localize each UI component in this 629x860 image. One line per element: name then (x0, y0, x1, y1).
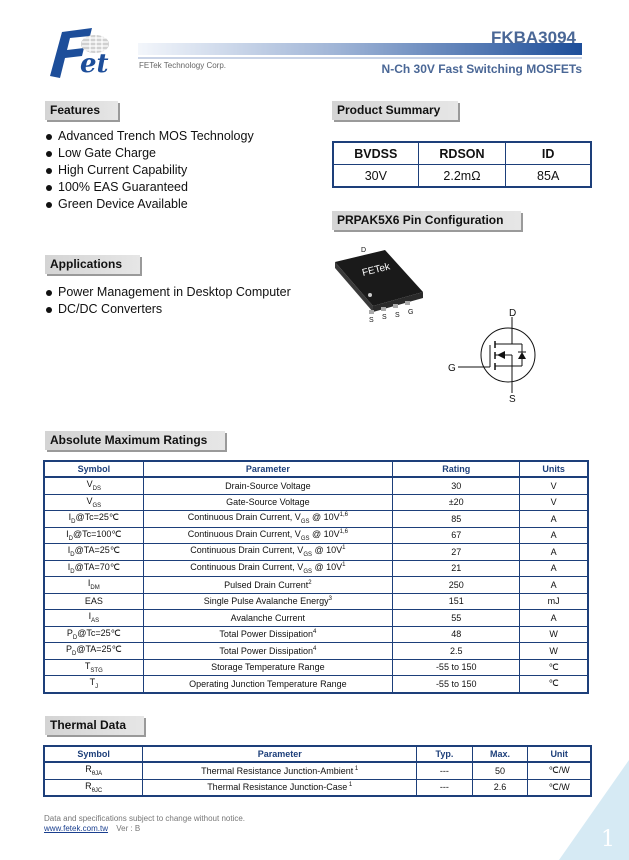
document-subtitle: N-Ch 30V Fast Switching MOSFETs (381, 62, 582, 76)
table-header: Parameter (143, 746, 417, 762)
symbol-main: P (66, 627, 73, 638)
table-row (44, 762, 591, 779)
parameter-cell (143, 477, 392, 494)
table-row (44, 477, 588, 494)
symbol-subscript: D (72, 634, 78, 641)
page-number: 1 (601, 827, 615, 852)
list-item: High Current Capability (44, 162, 254, 179)
part-number: FKBA3094 (490, 28, 576, 47)
table-row (44, 577, 588, 594)
parameter-cell (143, 527, 392, 544)
footnote-ref: 4 (312, 645, 317, 652)
footnote-ref: 1 (342, 545, 346, 552)
symbol-main: V (86, 479, 93, 490)
symbol-main: I (67, 561, 71, 572)
symbol-cell (44, 779, 143, 796)
max-cell: 50 (472, 762, 528, 779)
parameter-text: Continuous Drain Current, V (187, 512, 301, 523)
table-row (44, 610, 588, 627)
symbol-main: I (68, 512, 72, 523)
rating-cell: 151 (393, 593, 520, 610)
symbol-cell (44, 762, 143, 779)
parameter-cell (143, 659, 392, 676)
thermal-title: Thermal Data (45, 716, 144, 735)
symbol-label-g: G (448, 363, 456, 374)
table-cell: 30V (333, 165, 418, 188)
symbol-subscript: J (95, 684, 99, 691)
symbol-subscript: θJA (91, 771, 103, 778)
table-header: Unit (528, 746, 591, 762)
rating-cell: -55 to 150 (393, 659, 520, 676)
table-row (44, 593, 588, 610)
pin-config-title: PRPAK5X6 Pin Configuration (332, 211, 521, 230)
rating-cell: 30 (393, 477, 520, 494)
symbol-cell (44, 643, 143, 660)
rating-cell: 250 (393, 577, 520, 594)
rating-cell: 85 (393, 511, 520, 528)
symbol-main: T (89, 677, 96, 688)
symbol-main: P (65, 644, 72, 655)
parameter-text: Pulsed Drain Current (224, 579, 309, 590)
unit-cell: W (520, 626, 588, 643)
parameter-cell (143, 779, 417, 796)
unit-cell: V (520, 494, 588, 511)
parameter-cell (143, 762, 417, 779)
page-corner-decoration (559, 760, 629, 860)
rating-cell: 21 (393, 560, 520, 577)
footnote-ref: 1 (353, 765, 359, 772)
table-header: RDSON (418, 142, 506, 165)
table-header: Rating (393, 461, 520, 477)
parameter-text: Single Pulse Avalanche Energy (203, 596, 329, 607)
company-name: FETek Technology Corp. (139, 61, 227, 70)
table-row (44, 511, 588, 528)
parameter-condition: @ 10V (311, 545, 343, 556)
parameter-text: Thermal Resistance Junction-Case (207, 782, 348, 793)
parameter-cell (143, 643, 392, 660)
symbol-subscript: STG (90, 667, 103, 674)
table-row (44, 779, 591, 796)
parameter-text: Total Power Dissipation (219, 629, 313, 640)
symbol-subscript: AS (91, 618, 100, 625)
footnote-ref: 2 (308, 579, 312, 586)
list-item: 100% EAS Guaranteed (44, 179, 254, 196)
table-row (44, 560, 588, 577)
max-cell: 2.6 (472, 779, 528, 796)
applications-title: Applications (45, 255, 140, 274)
parameter-cell (143, 511, 392, 528)
symbol-cell (44, 676, 143, 693)
unit-cell: ℃/W (528, 762, 591, 779)
list-item: DC/DC Converters (44, 301, 291, 318)
symbol-condition: @Tc=100℃ (73, 528, 122, 539)
parameter-cell (143, 676, 392, 693)
symbol-cell (44, 626, 143, 643)
symbol-condition: @Tc=25℃ (77, 627, 121, 638)
footnote-ref: 1,6 (339, 528, 348, 535)
list-item: Advanced Trench MOS Technology (44, 128, 254, 145)
package-label: FETek (361, 261, 392, 279)
symbol-subscript: D (70, 552, 75, 559)
table-row (44, 626, 588, 643)
unit-cell: mJ (520, 593, 588, 610)
list-item: Power Management in Desktop Computer (44, 284, 291, 301)
symbol-subscript: D (70, 568, 75, 575)
table-cell: 2.2mΩ (418, 165, 506, 188)
table-row (44, 527, 588, 544)
parameter-condition: @ 10V (309, 512, 340, 523)
typ-cell: --- (417, 762, 473, 779)
parameter-text: Total Power Dissipation (219, 645, 313, 656)
symbol-cell (44, 560, 143, 577)
svg-text:et: et (80, 49, 109, 79)
symbol-cell (44, 477, 143, 494)
parameter-cell (143, 626, 392, 643)
unit-cell: A (520, 511, 588, 528)
parameter-text: Operating Junction Temperature Range (189, 678, 347, 689)
symbol-condition: @TA=25℃ (74, 545, 120, 556)
list-item: Low Gate Charge (44, 145, 254, 162)
symbol-main: T (84, 660, 91, 671)
footnote-ref: 1 (347, 782, 353, 789)
footnote-ref: 1,6 (339, 512, 348, 519)
footnote-ref: 1 (342, 561, 346, 568)
unit-cell: A (520, 610, 588, 627)
table-row (44, 643, 588, 660)
symbol-main: I (67, 545, 71, 556)
parameter-text: Continuous Drain Current, V (190, 545, 304, 556)
applications-list (44, 284, 291, 318)
features-list (44, 128, 254, 213)
pin-label: G (408, 309, 414, 316)
parameter-cell (143, 610, 392, 627)
rating-cell: 67 (393, 527, 520, 544)
symbol-main: I (66, 528, 69, 539)
mosfet-symbol (440, 305, 550, 405)
symbol-subscript: D (71, 651, 77, 658)
symbol-condition: @TA=70℃ (74, 561, 120, 572)
symbol-label-s: S (509, 394, 516, 405)
table-row (44, 676, 588, 693)
parameter-condition: @ 10V (311, 561, 343, 572)
parameter-subscript: GS (303, 568, 312, 575)
product-summary-table (332, 141, 592, 188)
symbol-main: R (85, 764, 92, 775)
website-link[interactable]: www.fetek.com.tw (44, 824, 109, 833)
symbol-cell (44, 659, 143, 676)
unit-cell: A (520, 544, 588, 561)
symbol-main: I (88, 611, 92, 622)
symbol-main: V (86, 495, 93, 506)
footer-line (44, 824, 140, 833)
symbol-subscript: DM (90, 585, 100, 592)
rating-cell: ±20 (393, 494, 520, 511)
symbol-subscript: D (68, 535, 73, 542)
footer-note: Data and specifications subject to change without notice. (44, 814, 246, 823)
unit-cell: ℃/W (528, 779, 591, 796)
symbol-subscript: θJC (91, 787, 103, 794)
footnote-ref: 3 (328, 596, 332, 603)
rating-cell: -55 to 150 (393, 676, 520, 693)
symbol-subscript: GS (92, 502, 102, 509)
parameter-cell (143, 560, 392, 577)
symbol-condition: @TA=25℃ (76, 644, 122, 655)
thermal-table (43, 745, 592, 797)
symbol-main: R (85, 780, 92, 791)
unit-cell: A (520, 577, 588, 594)
parameter-subscript: GS (300, 519, 310, 526)
table-row (44, 544, 588, 561)
unit-cell: ℃ (520, 676, 588, 693)
symbol-cell (44, 511, 143, 528)
pin-label: S (395, 312, 400, 319)
parameter-subscript: GS (300, 535, 310, 542)
parameter-text: Continuous Drain Current, V (190, 561, 304, 572)
rating-cell: 55 (393, 610, 520, 627)
symbol-cell (44, 577, 143, 594)
list-item: Green Device Available (44, 196, 254, 213)
parameter-text: Gate-Source Voltage (226, 497, 310, 508)
symbol-subscript: D (71, 519, 76, 526)
rating-cell: 27 (393, 544, 520, 561)
parameter-cell (143, 494, 392, 511)
rating-cell: 48 (393, 626, 520, 643)
pin-label-d: D (361, 247, 367, 254)
table-header: Typ. (417, 746, 473, 762)
symbol-cell (44, 610, 143, 627)
parameter-text: Thermal Resistance Junction-Ambient (201, 765, 354, 776)
table-header: ID (506, 142, 591, 165)
symbol-main: EAS (84, 596, 103, 607)
table-header: Symbol (44, 746, 143, 762)
parameter-text: Storage Temperature Range (211, 662, 325, 673)
table-header: Parameter (143, 461, 392, 477)
abs-max-title: Absolute Maximum Ratings (45, 431, 225, 450)
table-header: BVDSS (333, 142, 418, 165)
unit-cell: ℃ (520, 659, 588, 676)
header-divider (138, 57, 582, 59)
package-image (325, 240, 435, 325)
table-header: Max. (472, 746, 528, 762)
version-label: Ver : B (116, 824, 141, 833)
abs-max-table (43, 460, 589, 694)
pin-label: S (382, 314, 387, 321)
parameter-subscript: GS (303, 552, 312, 559)
parameter-cell (143, 577, 392, 594)
symbol-main: I (87, 578, 91, 589)
symbol-cell (44, 544, 143, 561)
symbol-cell (44, 527, 143, 544)
parameter-text: Continuous Drain Current, V (187, 528, 301, 539)
symbol-cell (44, 494, 143, 511)
table-header: Units (520, 461, 588, 477)
symbol-condition: @Tc=25℃ (75, 512, 120, 523)
typ-cell: --- (417, 779, 473, 796)
unit-cell: W (520, 643, 588, 660)
table-row (44, 494, 588, 511)
parameter-cell (143, 593, 392, 610)
symbol-label-d: D (509, 308, 517, 319)
fetek-logo (40, 24, 140, 84)
unit-cell: V (520, 477, 588, 494)
rating-cell: 2.5 (393, 643, 520, 660)
symbol-cell (44, 593, 143, 610)
parameter-condition: @ 10V (309, 528, 340, 539)
footnote-ref: 4 (312, 629, 317, 636)
table-header: Symbol (44, 461, 143, 477)
parameter-text: Drain-Source Voltage (225, 480, 311, 491)
parameter-text: Avalanche Current (230, 612, 306, 623)
parameter-cell (143, 544, 392, 561)
product-summary-title: Product Summary (332, 101, 458, 120)
table-cell: 85A (506, 165, 591, 188)
table-row (44, 659, 588, 676)
unit-cell: A (520, 527, 588, 544)
symbol-subscript: DS (92, 486, 101, 493)
pin-label: S (369, 317, 374, 324)
unit-cell: A (520, 560, 588, 577)
features-title: Features (45, 101, 118, 120)
